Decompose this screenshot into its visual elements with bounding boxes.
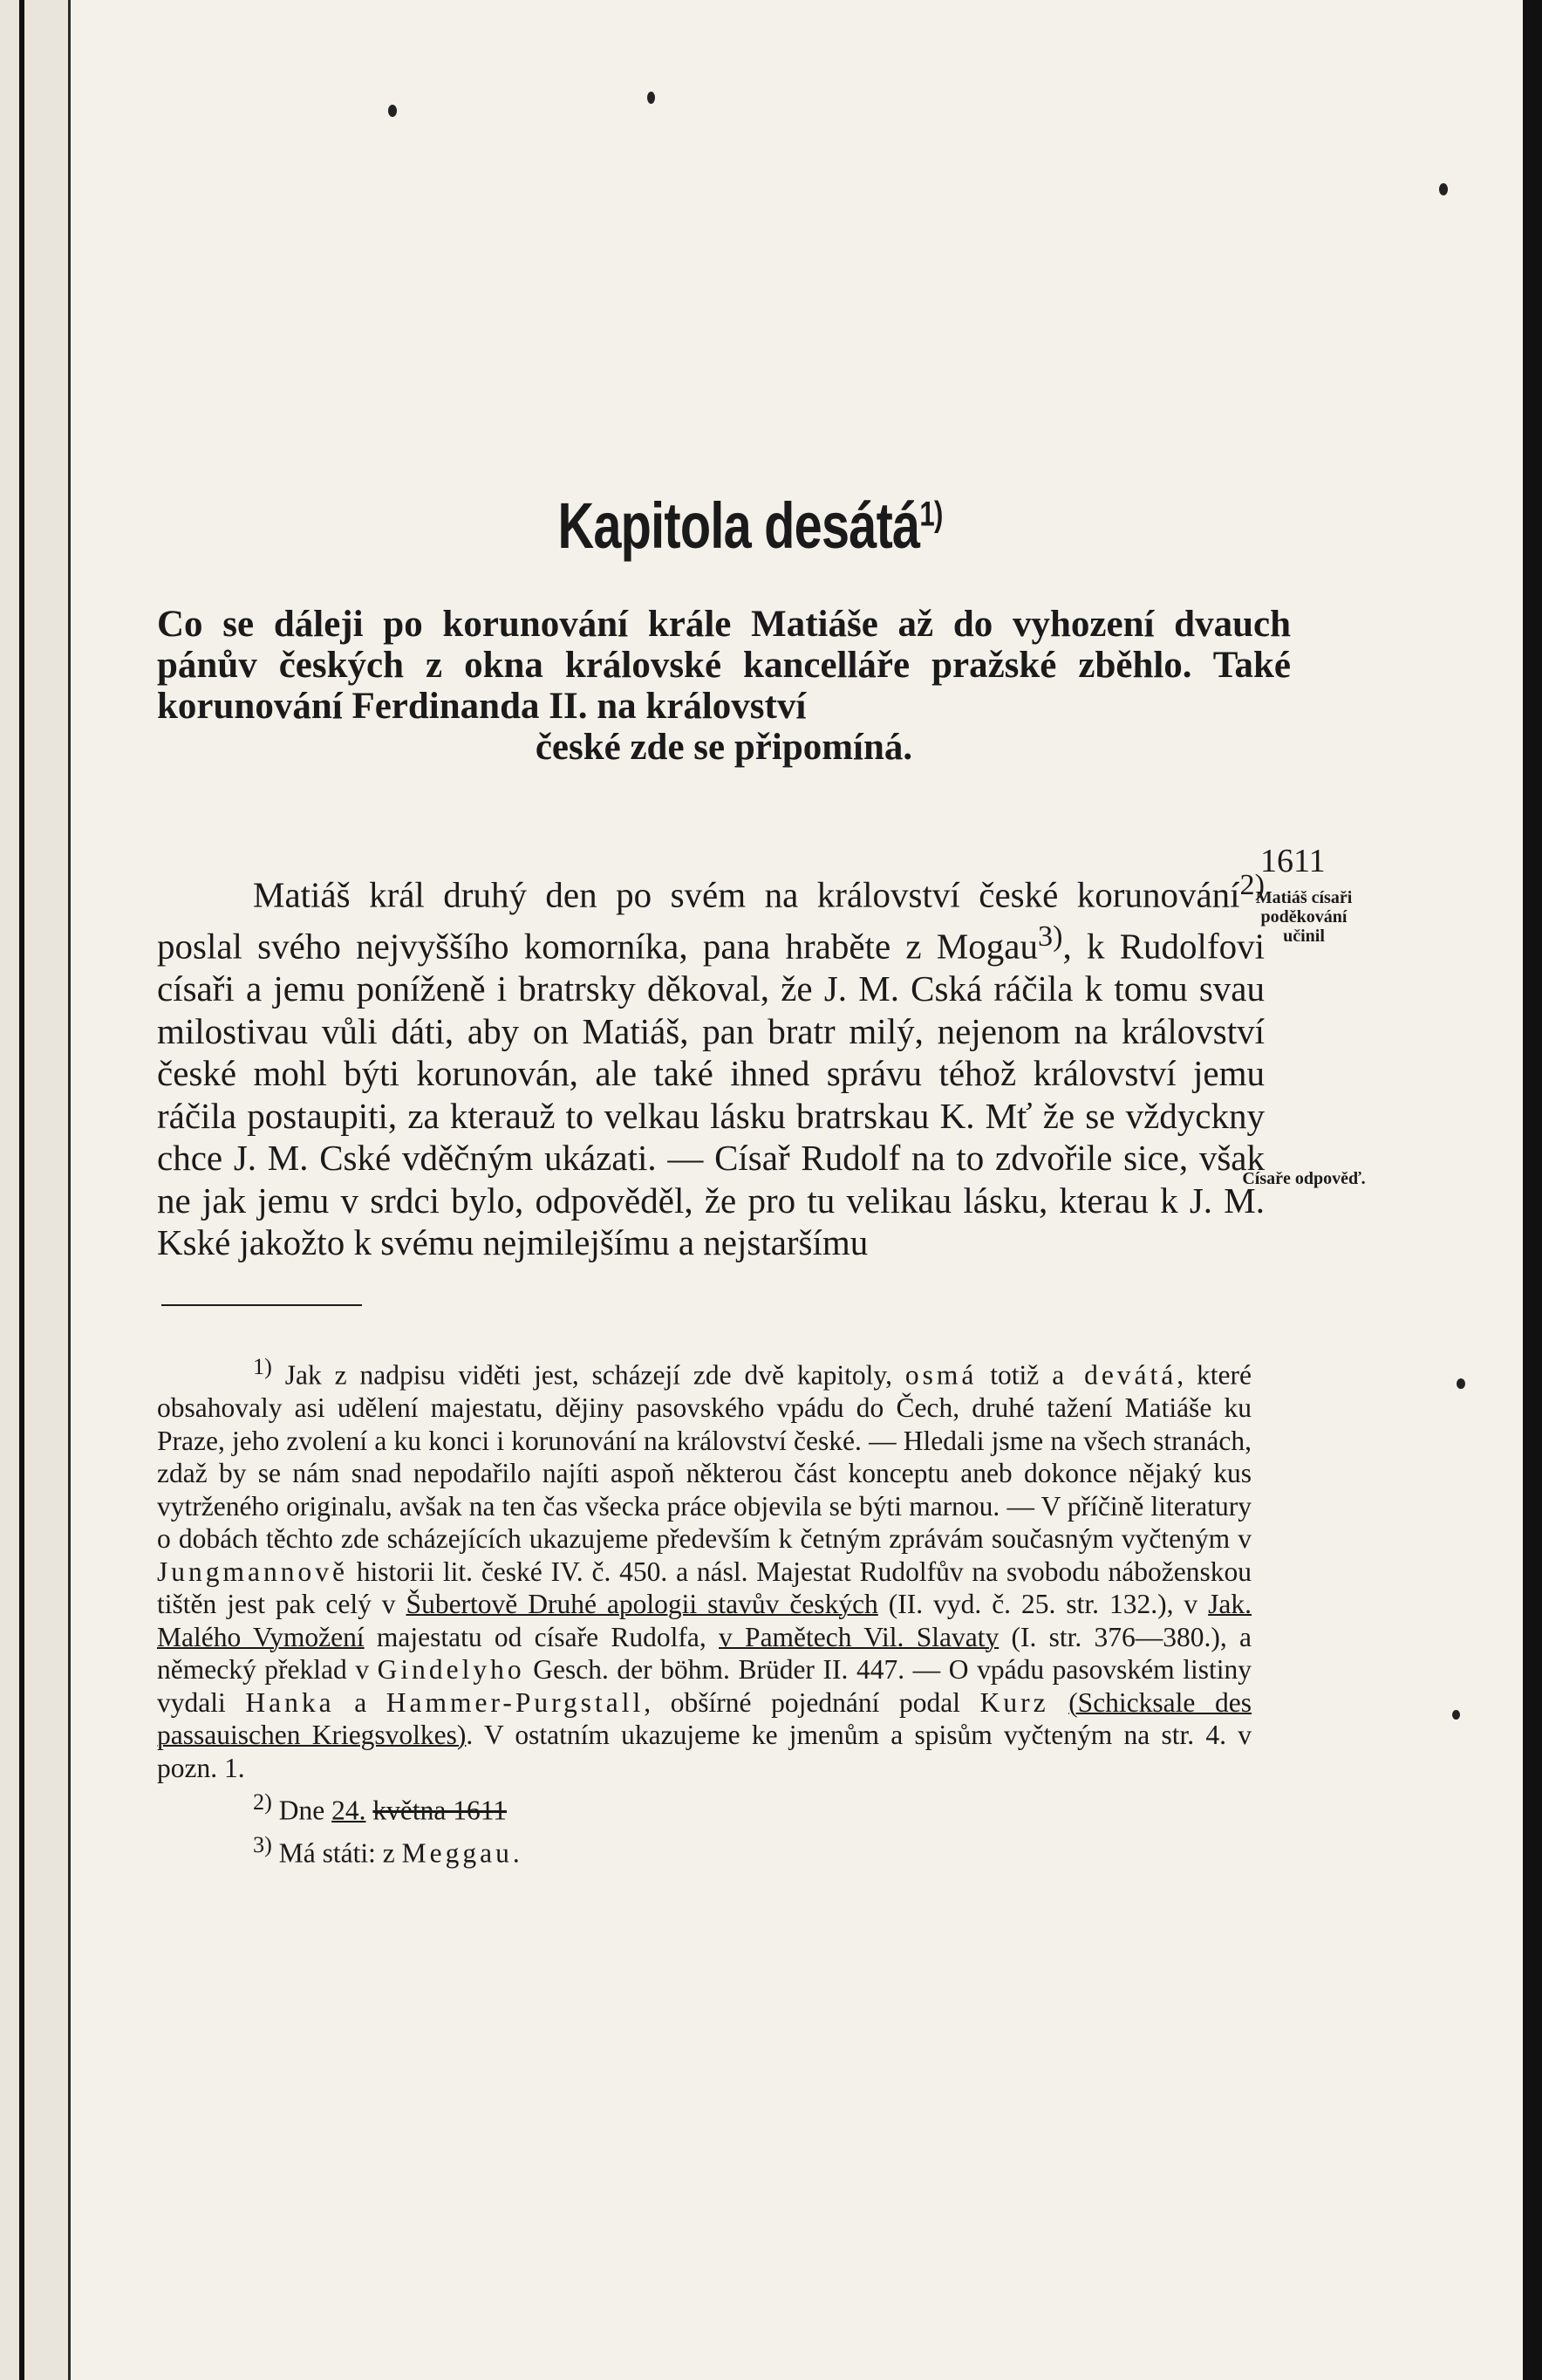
summary-text: Co se dáleji po korunování krále Matiáše až do vyhození dvauch pánův českých z okna královské kancelláře pražské zběhlo. Také korunování Ferdinanda II. na království [157, 604, 1291, 727]
footnote-ref-2: 2) [1239, 869, 1265, 901]
margin-note-thanks: Matiáš císaři poděkování učinil [1255, 888, 1353, 946]
scan-right-edge [1523, 0, 1542, 2380]
footnotes [157, 1351, 1252, 1870]
footnote-2: $^{2)}$ Dne 24. května 1611 [253, 1789, 508, 1826]
scan-left-margin [0, 0, 71, 2380]
footnote-3: $^{3)}$ Má státi: z Meggau. [253, 1832, 520, 1869]
margin-note-reply: Císaře odpověď. [1242, 1169, 1366, 1188]
book-page [131, 0, 1369, 2380]
body-paragraph: Matiáš král druhý den po svém na království české korunování$^{2)}$ poslal svého nejvyššího komorníka, pana hraběte z Mogau$^{3)}$, k Rudolfovi císaři a jemu poníženě i bratrsky děkoval, že J. M. Cská ráčila k tomu svau milostivau vůli dáti, aby on Matiáš, pan bratr milý, nejenom na království české mohl býti korunován, ale také ihned správu téhož království jemu ráčila postaupiti, za kterauž to velkau lásku bratrskau K. Mť že se vždyckny chce J. M. Cské vděčným ukázati. — Císař Rudolf na to zdvořile sice, však ne jak jemu v srdci bylo, odpověděl, že pro tu velikau lásku, kterau k J. M. Kské jakožto k svému nejmilejšímu a nejstaršímu [157, 869, 1265, 1263]
footnote-ref-3: 3) [1038, 920, 1063, 954]
chapter-title: Kapitola desátá$^{1)}$ [557, 489, 943, 562]
scan-speck [1457, 1378, 1465, 1389]
scan-speck [1439, 183, 1448, 195]
chapter-summary [157, 604, 1291, 768]
chapter-title-footnote-mark: 1) [919, 495, 943, 534]
margin-year: 1611 [1260, 843, 1326, 879]
footnote-1: $^{1)}$ Jak z nadpisu viděti jest, scházejí zde dvě kapitoly, osmá totiž a devátá, které obsahovaly asi udělení majestatu, dějiny pasovského vpádu do Čech, druhé tažení Matiáše ku Praze, jeho zvolení a ku konci i korunování na království české. — Hledali jsme na všech stranách, zdaž by se nám snad nepodařilo najíti aspoň některou část konceptu aneb dokonce nějaký kus vytrženého originalu, avšak na ten čas všecka práce objevila se býti marnou. — V příčině literatury o dobách těchto zde scházejících ukazujeme především k četným zprávám současným vyčteným v Jungmannově historii lit. české IV. č. 450. a násl. Majestat Rudolfův na svobodu náboženskou tištěn jest pak celý v Šubertově Druhé apologii stavův českých (II. vyd. č. 25. str. 132.), v Jak. Malého Vymožení majestatu od císaře Rudolfa, v Pamětech Vil. Slavaty (I. str. 376—380.), a německý překlad v Gindelyho Gesch. der böhm. Brüder II. 447. — O vpádu pasovském listiny vydali Hanka a Hammer-Purgstall, obšírné pojednání podal Kurz (Schicksale des passauischen Kriegsvolkes). V ostatním ukazujeme ke jmenům a spisům vyčteným na str. 4. v pozn. 1. [157, 1354, 1252, 1783]
footnote-divider [161, 1304, 362, 1306]
scan-speck [1452, 1710, 1460, 1720]
scan-binding-line [19, 0, 24, 2380]
summary-last-line: české zde se připomíná. [535, 727, 913, 768]
